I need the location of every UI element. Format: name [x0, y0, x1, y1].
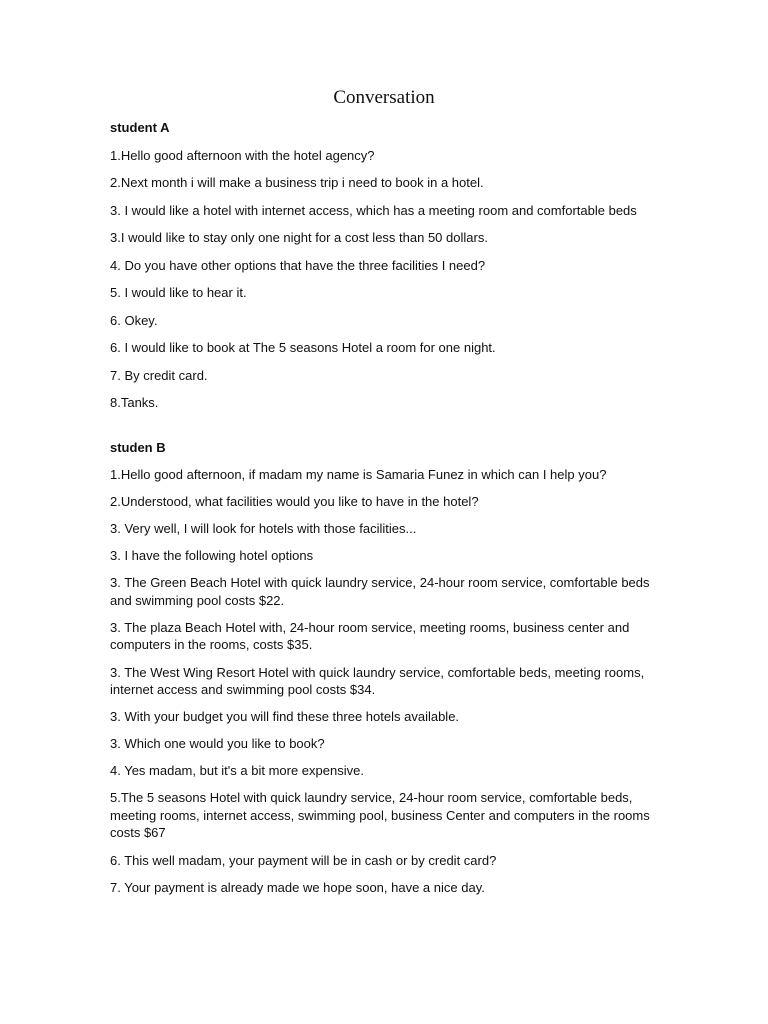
conversation-body: [110, 119, 658, 906]
student-b-heading: studen B: [110, 439, 166, 455]
student-a-line: 6. I would like to book at The 5 seasons Hotel a room for one night.: [110, 340, 496, 355]
student-a-line: 3.I would like to stay only one night for a cost less than 50 dollars.: [110, 230, 488, 245]
student-a-line: 8.Tanks.: [110, 395, 159, 410]
student-a-line: 2.Next month i will make a business trip i need to book in a hotel.: [110, 175, 484, 190]
student-b-line: 1.Hello good afternoon, if madam my name is Samaria Funez in which can I help you?: [110, 467, 607, 482]
student-a-line: 6. Okey.: [110, 312, 158, 328]
section-spacer: [110, 422, 658, 439]
student-b-line: 3. The West Wing Resort Hotel with quick laundry service, comfortable beds, meeting rooms, internet access and swimming pool costs $34.: [110, 664, 645, 698]
student-b-line: 3. I have the following hotel options: [110, 548, 314, 564]
student-b-line: 3. The plaza Beach Hotel with, 24-hour room service, meeting rooms, business center and computers in the rooms, costs $35.: [110, 619, 630, 653]
student-b-line: 3. The Green Beach Hotel with quick laundry service, 24-hour room service, comfortable beds and swimming pool costs $22.: [110, 575, 650, 608]
student-b-section: [110, 439, 658, 897]
student-b-line: 4. Yes madam, but it's a bit more expensive.: [110, 763, 364, 779]
student-b-line: 2.Understood, what facilities would you like to have in the hotel?: [110, 494, 479, 510]
student-b-line: 5.The 5 seasons Hotel with quick laundry service, 24-hour room service, comfortable beds, meeting rooms, internet access, swimming pool, business Center and computers in the rooms costs $67: [110, 790, 650, 841]
student-b-line: 7. Your payment is already made we hope soon, have a nice day.: [110, 879, 485, 895]
student-a-line: 3. I would like a hotel with internet access, which has a meeting room and comfortable beds: [110, 202, 637, 218]
student-a-line: 1.Hello good afternoon with the hotel agency?: [110, 147, 375, 163]
student-a-line: 7. By credit card.: [110, 367, 208, 383]
student-b-line: 6. This well madam, your payment will be in cash or by credit card?: [110, 852, 497, 868]
page-title: Conversation: [333, 87, 435, 108]
student-b-line: 3. With your budget you will find these three hotels available.: [110, 709, 460, 725]
student-a-line: 4. Do you have other options that have the three facilities I need?: [110, 257, 486, 273]
student-b-line: 3. Which one would you like to book?: [110, 736, 325, 752]
student-a-heading: student A: [110, 120, 170, 135]
student-a-line: 5. I would like to hear it.: [110, 285, 247, 300]
student-a-section: [110, 119, 658, 412]
student-b-line: 3. Very well, I will look for hotels with those facilities...: [110, 521, 417, 537]
